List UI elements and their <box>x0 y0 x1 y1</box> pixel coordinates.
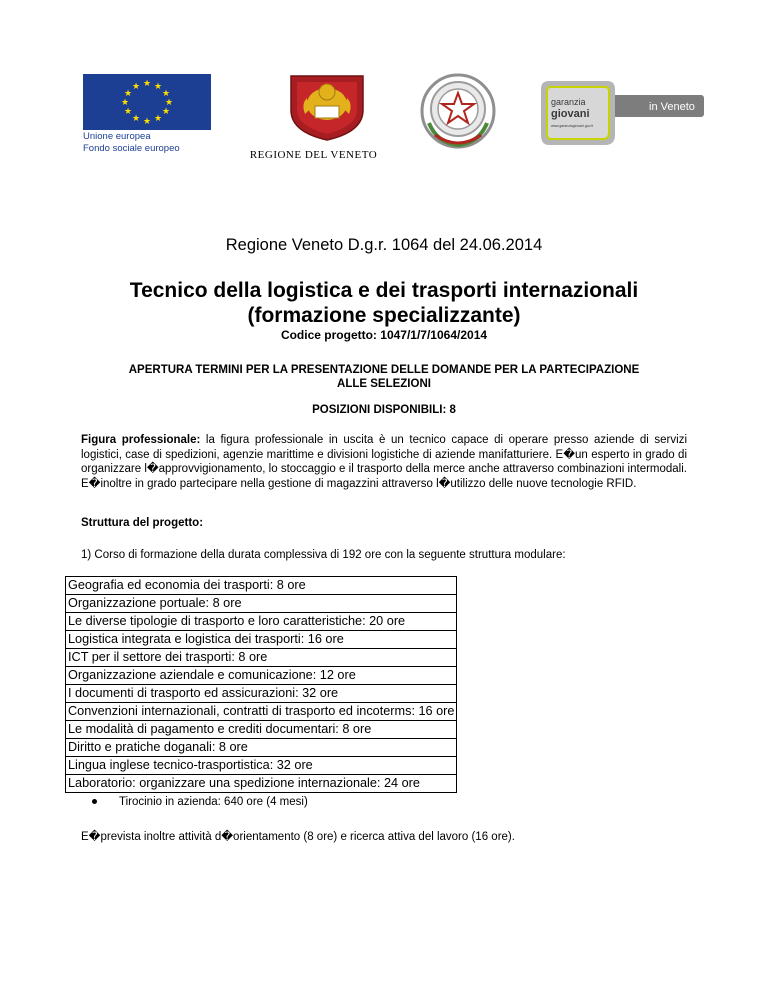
table-row <box>66 757 457 775</box>
table-row <box>66 721 457 739</box>
svg-text:★: ★ <box>131 114 141 124</box>
eu-caption-line1: Unione europea <box>83 131 151 142</box>
gg-line3-text: www.garanziagiovani.gov.it <box>551 124 593 128</box>
modules-table <box>65 576 457 793</box>
table-row <box>66 595 457 613</box>
gg-region-text: in Veneto <box>649 101 695 113</box>
svg-text:★: ★ <box>142 79 152 89</box>
table-row <box>66 703 457 721</box>
module-cell: Diritto e pratiche doganali: 8 ore <box>66 739 457 757</box>
corso-intro: 1) Corso di formazione della durata complessiva di 192 ore con la seguente struttura modulare: <box>81 549 566 561</box>
module-cell: I documenti di trasporto ed assicurazioni: 32 ore <box>66 685 457 703</box>
eu-flag-icon <box>83 74 211 130</box>
eu-logo <box>83 74 211 154</box>
table-row <box>66 631 457 649</box>
module-cell: Organizzazione aziendale e comunicazione: 12 ore <box>66 667 457 685</box>
table-row <box>66 739 457 757</box>
dgr-reference: Regione Veneto D.g.r. 1064 del 24.06.2014 <box>225 236 543 254</box>
svg-text:★: ★ <box>161 107 171 117</box>
apertura-line1: APERTURA TERMINI PER LA PRESENTAZIONE DELLE DOMANDE PER LA PARTECIPAZIONE <box>128 364 640 376</box>
repubblica-italiana-emblem-icon <box>417 71 499 151</box>
svg-text:★: ★ <box>123 107 133 117</box>
figura-text: la figura professionale in uscita è un tecnico capace di operare presso aziende di servizi logistici, case di spedizioni, agenzie marittime e divisioni logistiche di aziende manifatturiere. E�un esperto in grado di organizzare l�approvvigionamento, lo stoccaggio e il trasporto della merce anche attraverso combinazioni intermodali. E�inoltre in grado partecipare nella gestione di magazzini attraverso l�utilizzo delle nuove tecnologie RFID. <box>81 434 687 490</box>
course-title <box>60 278 708 328</box>
bullet-icon <box>92 799 97 804</box>
available-positions: POSIZIONI DISPONIBILI: 8 <box>312 404 456 416</box>
apertura-heading <box>80 363 688 391</box>
module-cell: Lingua inglese tecnico-trasportistica: 32 ore <box>66 757 457 775</box>
svg-text:★: ★ <box>120 98 130 108</box>
module-cell: Organizzazione portuale: 8 ore <box>66 595 457 613</box>
svg-text:★: ★ <box>161 89 171 99</box>
module-cell: Geografia ed economia dei trasporti: 8 ore <box>66 577 457 595</box>
table-row <box>66 775 457 793</box>
svg-text:★: ★ <box>164 98 174 108</box>
table-row <box>66 649 457 667</box>
struttura-heading: Struttura del progetto: <box>81 517 204 529</box>
svg-text:★: ★ <box>142 117 152 127</box>
course-title-line1: Tecnico della logistica e dei trasporti internazionali <box>129 279 639 302</box>
veneto-logo <box>246 74 381 164</box>
gg-line2-text: giovani <box>551 108 590 120</box>
module-cell: Convenzioni internazionali, contratti di trasporto ed incoterms: 16 ore <box>66 703 457 721</box>
module-cell: Logistica integrata e logistica dei trasporti: 16 ore <box>66 631 457 649</box>
veneto-lion-shield-icon <box>273 74 381 147</box>
garanzia-giovani-logo <box>541 75 704 150</box>
table-row <box>66 613 457 631</box>
project-code: Codice progetto: 1047/1/7/1064/2014 <box>280 328 488 342</box>
svg-text:★: ★ <box>123 89 133 99</box>
apertura-line2: ALLE SELEZIONI <box>337 378 431 390</box>
veneto-caption: REGIONE DEL VENETO <box>249 149 378 161</box>
table-row <box>66 577 457 595</box>
svg-text:★: ★ <box>153 114 163 124</box>
module-cell: Le diverse tipologie di trasporto e loro caratteristiche: 20 ore <box>66 613 457 631</box>
svg-text:★: ★ <box>131 82 141 92</box>
module-cell: ICT per il settore dei trasporti: 8 ore <box>66 649 457 667</box>
table-row <box>66 667 457 685</box>
course-title-line2: (formazione specializzante) <box>247 304 521 327</box>
tirocinio-text: Tirocinio in azienda: 640 ore (4 mesi) <box>119 796 308 808</box>
module-cell: Laboratorio: organizzare una spedizione internazionale: 24 ore <box>66 775 457 793</box>
gg-line1-text: garanzia <box>551 97 586 107</box>
svg-text:★: ★ <box>153 82 163 92</box>
tirocinio-bullet <box>92 796 308 808</box>
figura-professionale-paragraph <box>81 433 687 491</box>
figura-label: Figura professionale: <box>81 434 201 446</box>
module-cell: Le modalità di pagamento e crediti documentari: 8 ore <box>66 721 457 739</box>
eu-caption-line2: Fondo sociale europeo <box>83 143 180 154</box>
prevista-paragraph: E�prevista inoltre attività d�orientamento (8 ore) e ricerca attiva del lavoro (16 ore). <box>81 831 515 843</box>
table-row <box>66 685 457 703</box>
